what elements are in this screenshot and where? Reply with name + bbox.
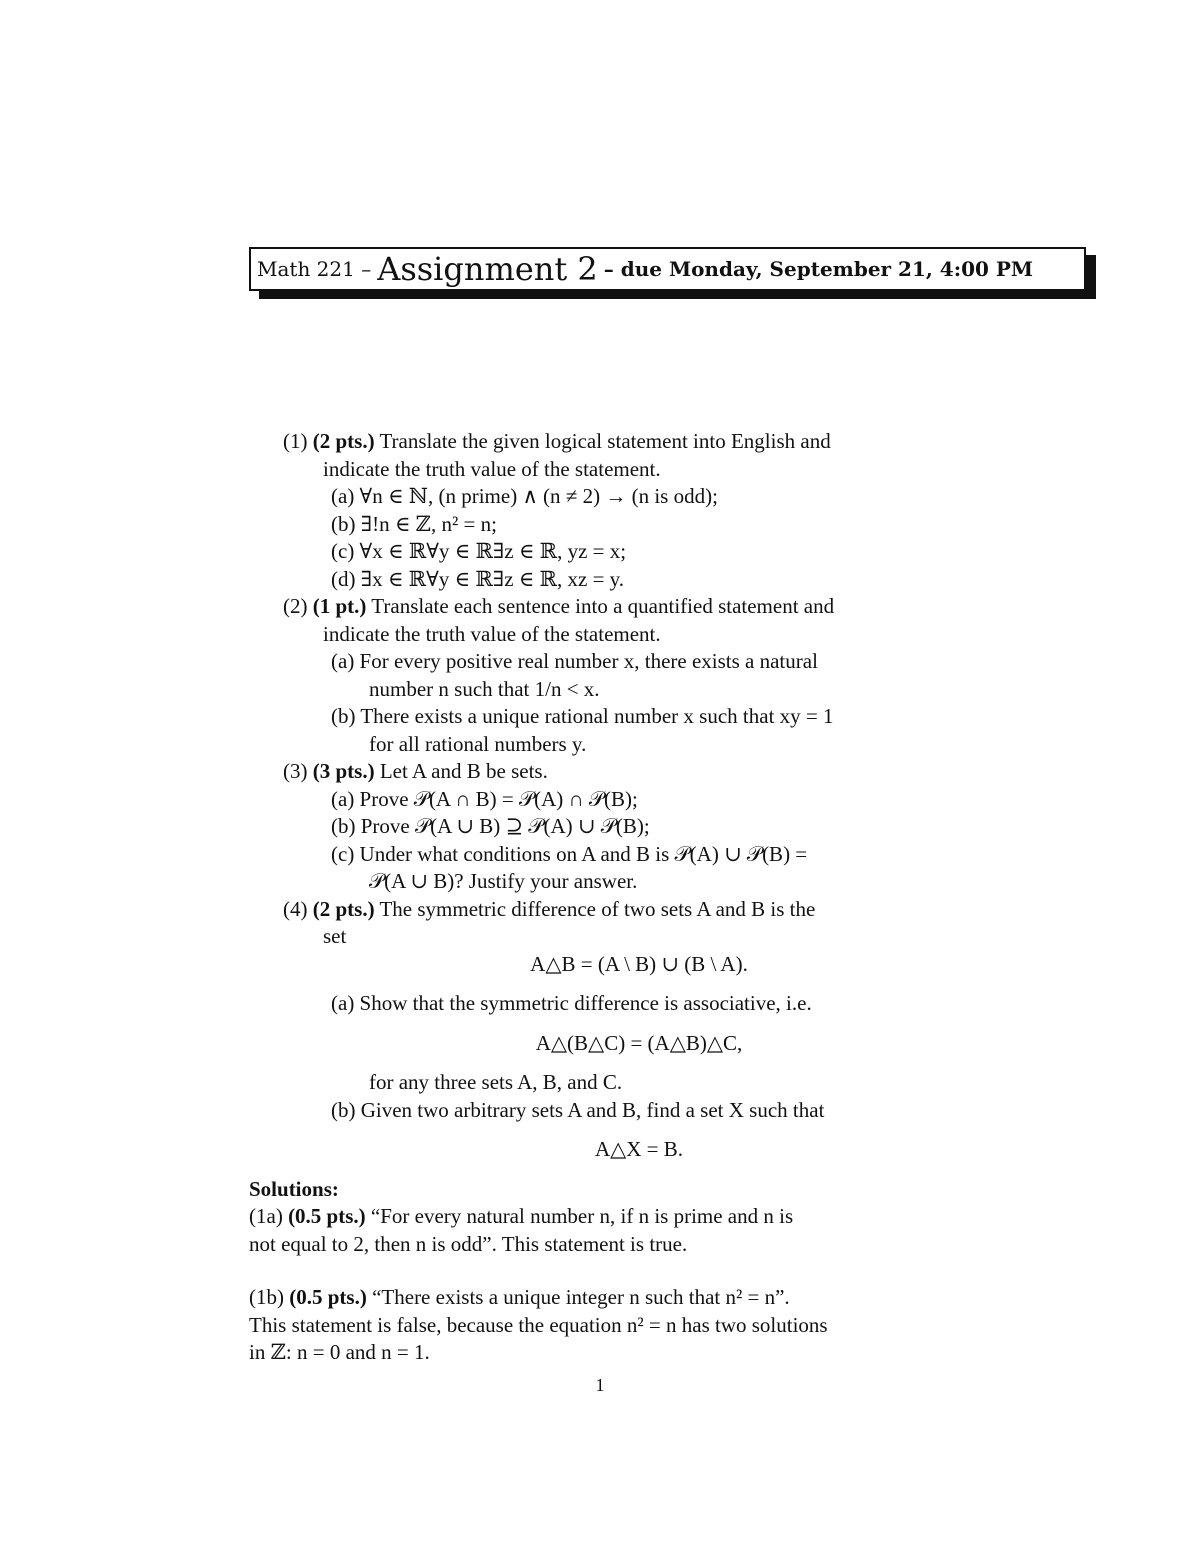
problem-4: [249, 896, 959, 1164]
sub-item: (c) Under what conditions on A and B is 𝒫(A) ∪ 𝒫(B) =: [331, 841, 808, 866]
problem-text: (3) (3 pts.) Let A and B be sets.: [283, 759, 548, 783]
solution-text: not equal to 2, then n is odd”. This statement is true.: [249, 1231, 688, 1256]
sub-item: (b) There exists a unique rational number x such that xy = 1: [331, 704, 834, 728]
solution-text: (1a) (0.5 pts.) “For every natural number n, if n is prime and n is: [249, 1204, 794, 1228]
due-date: – due Monday, September 21, 4:00 PM: [603, 257, 1034, 281]
solution-points: (0.5 pts.): [289, 1285, 367, 1309]
solution-label: (1a): [249, 1204, 283, 1228]
assignment-title-box: [249, 247, 1086, 291]
course-label: Math 221 –: [257, 257, 372, 281]
problem-text: set: [323, 924, 347, 948]
problem-text: (4) (2 pts.) The symmetric difference of two sets A and B is the: [283, 896, 816, 921]
problem-3: [249, 758, 959, 896]
sub-item: (b) Given two arbitrary sets A and B, find a set X such that: [331, 1097, 825, 1122]
solutions-section: [249, 1176, 959, 1367]
problem-2: [249, 593, 959, 758]
solution-text: This statement is false, because the equation n² = n has two solutions: [249, 1312, 828, 1337]
sub-item: (a) Prove 𝒫(A ∩ B) = 𝒫(A) ∩ 𝒫(B);: [331, 786, 638, 811]
solutions-heading: Solutions:: [249, 1176, 339, 1201]
display-equation: A△B = (A \ B) ∪ (B \ A).: [530, 951, 748, 976]
problem-1: [249, 428, 959, 593]
sub-item: (c) ∀x ∈ ℝ∀y ∈ ℝ∃z ∈ ℝ, yz = x;: [331, 539, 627, 563]
sub-item: (b) Prove 𝒫(A ∪ B) ⊇ 𝒫(A) ∪ 𝒫(B);: [331, 814, 650, 838]
sub-item: (a) For every positive real number x, there exists a natural: [331, 649, 818, 673]
problem-points: (3 pts.): [312, 759, 375, 783]
sub-item: (a) Show that the symmetric difference is associative, i.e.: [331, 991, 812, 1015]
sub-item: (b) ∃!n ∈ ℤ, n² = n;: [331, 511, 497, 536]
solution-label: (1b): [249, 1285, 284, 1309]
sub-item-continuation: for any three sets A, B, and C.: [369, 1070, 623, 1094]
problem-number: (1): [283, 429, 308, 453]
problem-number: (2): [283, 594, 308, 618]
solution-text: (1b) (0.5 pts.) “There exists a unique integer n such that n² = n”.: [249, 1285, 790, 1309]
problem-text: (2) (1 pt.) Translate each sentence into a quantified statement and: [283, 594, 835, 618]
display-equation: A△(B△C) = (A△B)△C,: [535, 1030, 743, 1055]
problem-points: (2 pts.): [312, 896, 375, 921]
sub-item-continuation: for all rational numbers y.: [369, 731, 587, 756]
solution-points: (0.5 pts.): [288, 1204, 366, 1228]
sub-item-continuation: 𝒫(A ∪ B)? Justify your answer.: [369, 869, 638, 893]
assignment-title: Assignment 2: [377, 250, 598, 288]
problem-number: (4): [283, 896, 308, 921]
document-body: [249, 428, 959, 1367]
problem-points: (2 pts.): [312, 429, 375, 453]
sub-item: (a) ∀n ∈ ℕ, (n prime) ∧ (n ≠ 2) → (n is odd);: [331, 484, 718, 508]
problem-text: (1) (2 pts.) Translate the given logical statement into English and: [283, 429, 831, 453]
problem-text: indicate the truth value of the statement.: [323, 456, 661, 481]
sub-item-continuation: number n such that 1/n < x.: [369, 676, 600, 701]
display-equation: A△X = B.: [594, 1137, 684, 1161]
page-number: 1: [595, 1375, 605, 1395]
problem-text: indicate the truth value of the statement.: [323, 621, 661, 646]
problem-points: (1 pt.): [312, 594, 367, 618]
sub-item: (d) ∃x ∈ ℝ∀y ∈ ℝ∃z ∈ ℝ, xz = y.: [331, 566, 625, 591]
solution-text: in ℤ: n = 0 and n = 1.: [249, 1340, 430, 1364]
problem-number: (3): [283, 759, 308, 783]
